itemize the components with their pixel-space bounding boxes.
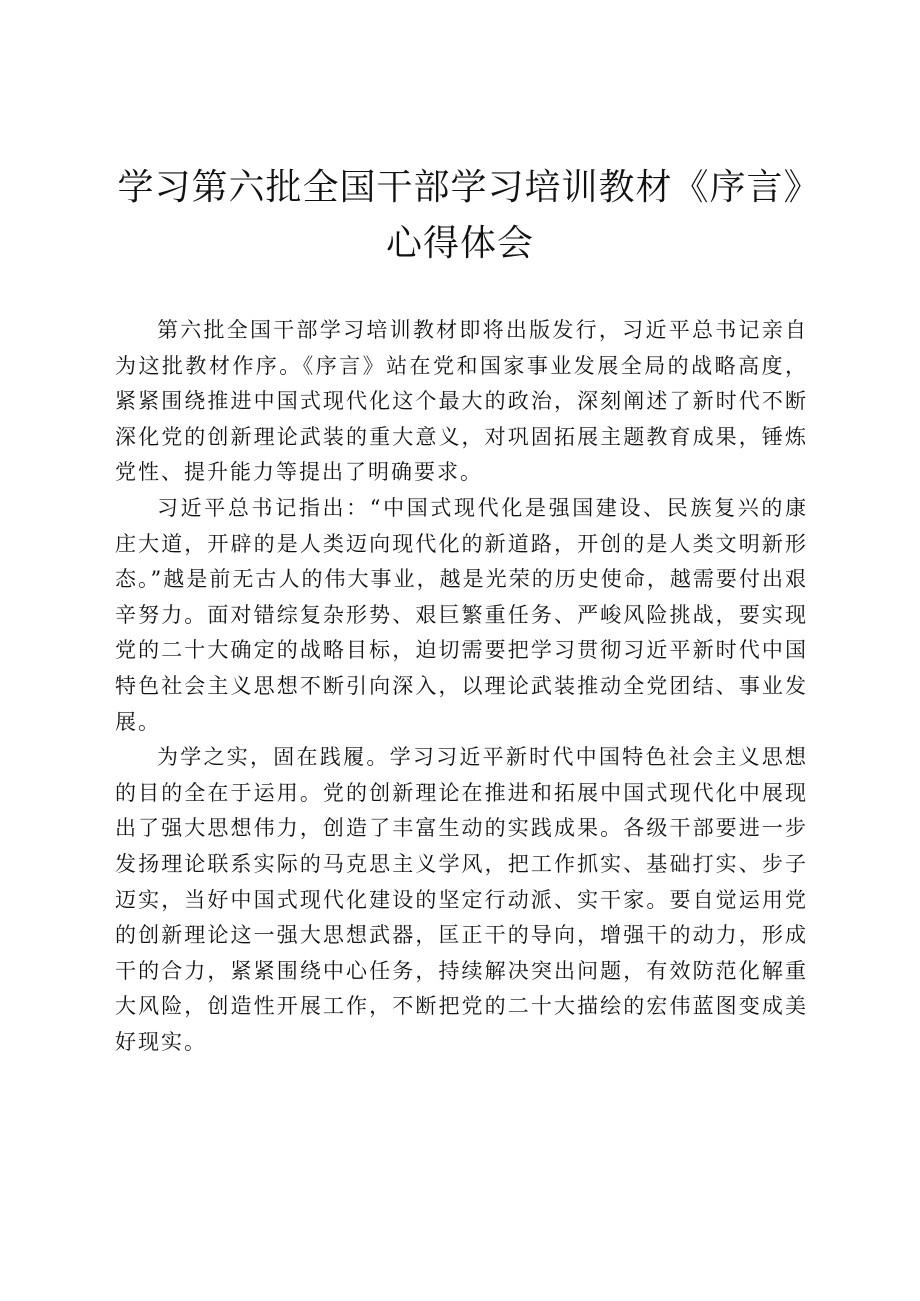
paragraph: 为学之实，固在践履。学习习近平新时代中国特色社会主义思想的目的全在于运用。党的创新理论在推进和拓展中国式现代化中展现出了强大思想伟力，创造了丰富生动的实践成果。各级干部要进一步发扬理论联系实际的马克思主义学风，把工作抓实、基础打实、步子迈实，当好中国式现代化建设的坚定行动派、实干家。要自觉运用党的创新理论这一强大思想武器，匡正干的导向，增强干的动力，形成干的合力，紧紧围绕中心任务，持续解决突出问题，有效防范化解重大风险，创造性开展工作，不断把党的二十大描绘的宏伟蓝图变成美好现实。 [115,745,808,1054]
document-body [115,313,808,1060]
paragraph: 习近平总书记指出：“中国式现代化是强国建设、民族复兴的康庄大道，开辟的是人类迈向现代化的新道路，开创的是人类文明新形态。”越是前无古人的伟大事业，越是光荣的历史使命，越需要付出艰辛努力。面对错综复杂形势、艰巨繁重任务、严峻风险挑战，要实现党的二十大确定的战略目标，迫切需要把学习贯彻习近平新时代中国特色社会主义思想不断引向深入，以理论武装推动全党团结、事业发展。 [115,495,808,734]
paragraph: 第六批全国干部学习培训教材即将出版发行，习近平总书记亲自为这批教材作序。《序言》站在党和国家事业发展全局的战略高度，紧紧围绕推进中国式现代化这个最大的政治，深刻阐述了新时代不断深化党的创新理论武装的重大意义，对巩固拓展主题教育成果，锤炼党性、提升能力等提出了明确要求。 [115,318,808,485]
page-title: 学习第六批全国干部学习培训教材《序言》心得体会 [117,167,803,264]
